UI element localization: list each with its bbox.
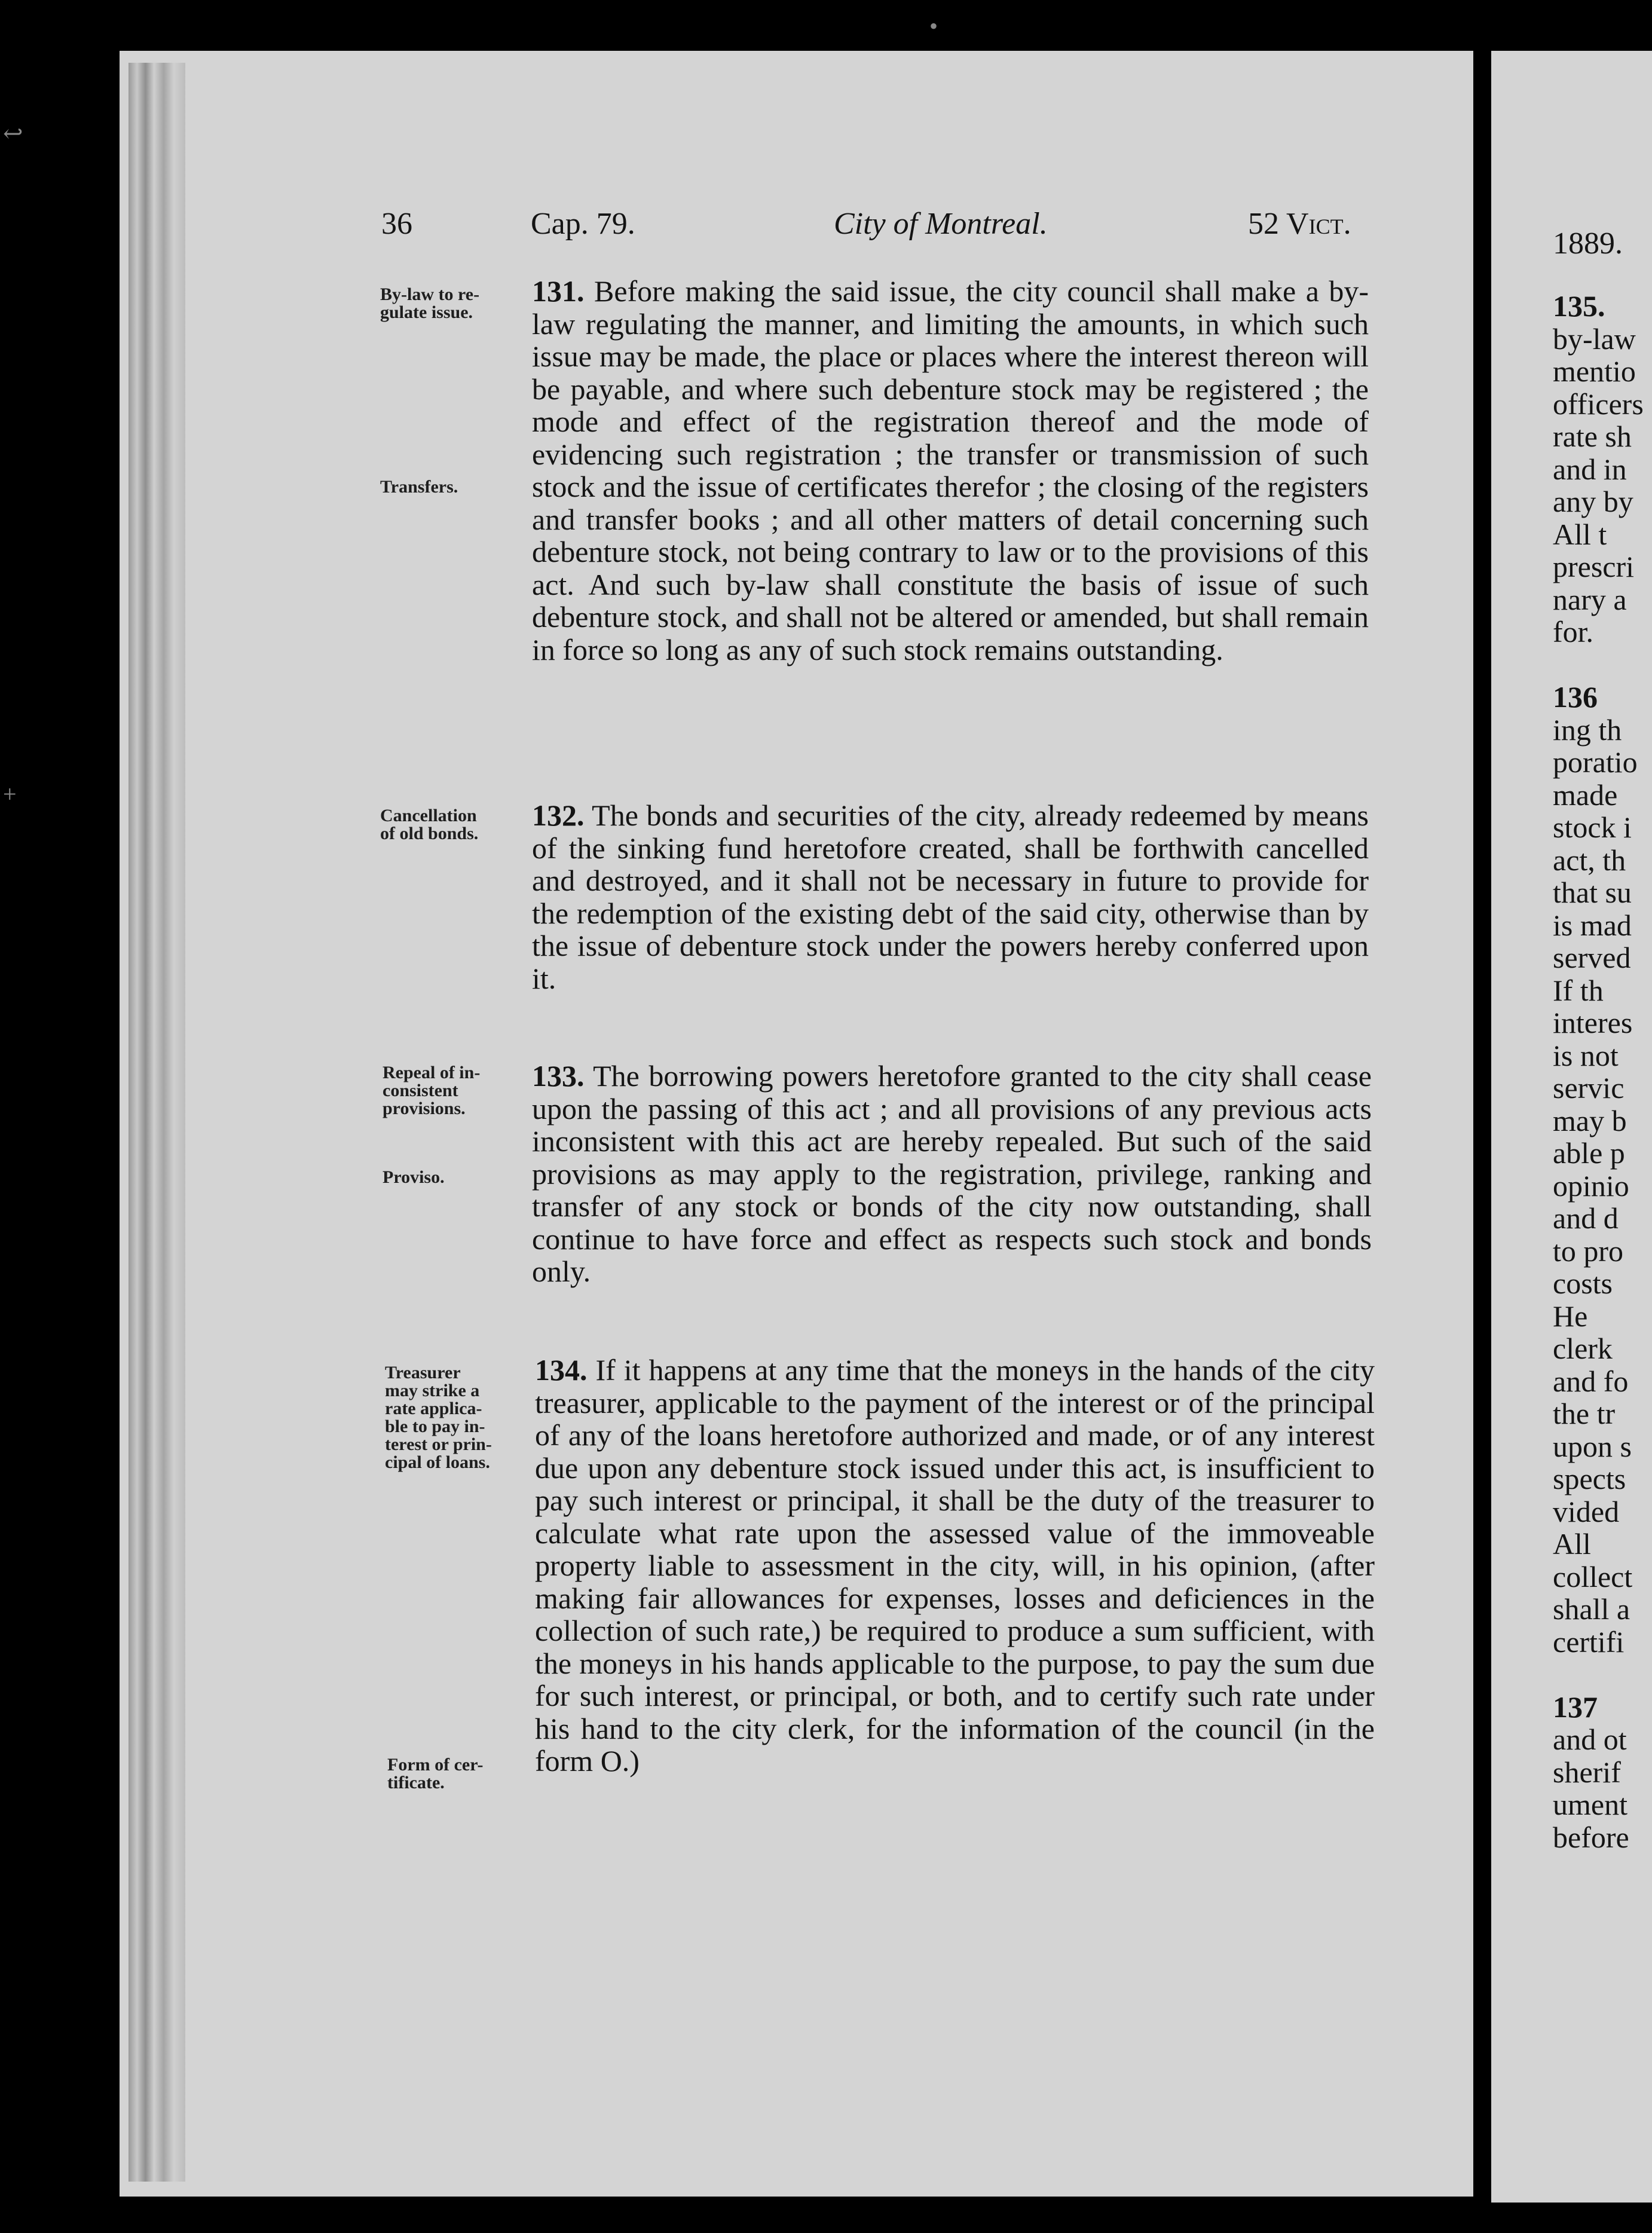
fragment-line: for. — [1553, 615, 1594, 649]
fragment-line: may b — [1553, 1103, 1627, 1137]
fragment-line: is mad — [1553, 908, 1632, 942]
fragment-line: ument — [1553, 1788, 1627, 1821]
fragment-line: costs — [1553, 1267, 1613, 1300]
fragment-line: If th — [1553, 973, 1604, 1007]
fragment-line: shall a — [1553, 1592, 1630, 1626]
fragment-line: and d — [1553, 1201, 1619, 1235]
fragment-line — [1553, 1658, 1644, 1691]
section-134-number: 134. — [535, 1353, 588, 1387]
fragment-line: interes — [1553, 1006, 1633, 1039]
scan-artifact-mark: + — [3, 781, 17, 807]
fragment-line: and fo — [1553, 1364, 1629, 1398]
fragment-line: 135. — [1553, 289, 1605, 323]
margin-note-bylaw: By-law to re- gulate issue. — [380, 285, 480, 322]
fragment-line: All — [1553, 1527, 1591, 1561]
fragment-line: that su — [1553, 876, 1632, 909]
section-133-number: 133. — [532, 1059, 585, 1093]
page-number: 36 — [381, 207, 412, 241]
chapter-label: Cap. 79. — [531, 207, 635, 241]
margin-note-treasurer: Treasurer may strike a rate applica- ble to pay in- terest or prin- cipal of loans. — [385, 1363, 492, 1472]
regnal-year: 52 Vict. — [1248, 207, 1351, 241]
fragment-line: 136 — [1553, 680, 1598, 714]
fragment-line: before — [1553, 1820, 1629, 1854]
fragment-line: upon s — [1553, 1429, 1632, 1463]
fragment-line: mentio — [1553, 354, 1636, 388]
fragment-line: served — [1553, 941, 1631, 974]
fragment-line: made — [1553, 778, 1618, 812]
margin-note-repeal: Repeal of in- consistent provisions. — [383, 1063, 481, 1118]
fragment-line: opinio — [1553, 1168, 1629, 1203]
fragment-line: sherif — [1553, 1755, 1621, 1789]
section-131 — [532, 275, 1369, 666]
page-title: City of Montreal. — [834, 207, 1048, 241]
section-131-number: 131. — [532, 274, 585, 308]
fragment-line: rate sh — [1553, 420, 1632, 453]
section-134-text: If it happens at any time that the moneys in the hands of the city treasurer, applicable to the payment of the interest or of the principal of any of the loans heretofore authorized and made, or of any interest due upon any debenture stock issued under this act, is insufficient to pay such interest or principal, it shall be the duty of the treasurer to calculate what rate upon the assessed value of the immoveable property liable to assessment in the city, will, in his opinion, (after making fair allowances for expenses, losses and deficiences in the collection of such rate,) be required to produce a sum sufficient, with the moneys in his hands applicable to the purpose, to pay the sum due for such interest, or principal, or both, and to certify such rate under his hand to the city clerk, for the information of the council (in the form O.) — [535, 1353, 1375, 1778]
fragment-line: the tr — [1553, 1397, 1616, 1430]
right-page-fragments — [1553, 290, 1644, 1853]
fragment-line: act, th — [1553, 843, 1626, 877]
fragment-line: servic — [1553, 1071, 1625, 1105]
margin-note-cancellation: Cancellation of old bonds. — [380, 806, 479, 843]
fragment-line: He — [1553, 1299, 1588, 1333]
fragment-line: is not — [1553, 1038, 1619, 1072]
fragment-line: 137 — [1553, 1690, 1598, 1724]
margin-note-proviso: Proviso. — [383, 1167, 445, 1187]
fragment-line: prescri — [1553, 550, 1635, 583]
fragment-line: by-law — [1553, 322, 1636, 356]
fragment-line: All t — [1553, 517, 1607, 551]
section-133-text: The borrowing powers heretofore granted to the city shall cease upon the passing of this act ; and all provisions of any previous acts inconsistent with this act are hereby repealed. But such of the said provisions as may apply to the registration, privilege, ranking and transfer of any stock or bonds of the city now outstanding, shall continue to have force and effect as respects such stock and bonds only. — [532, 1059, 1372, 1288]
section-134 — [535, 1354, 1375, 1778]
fragment-line: poratio — [1553, 745, 1638, 779]
fragment-line: spects — [1553, 1462, 1626, 1495]
fragment-line: vided — [1553, 1494, 1620, 1528]
fragment-line: certifi — [1553, 1625, 1625, 1659]
fragment-line: officers — [1553, 387, 1644, 421]
fragment-line: and in — [1553, 452, 1627, 486]
fragment-line: clerk — [1553, 1332, 1613, 1365]
section-132-number: 132. — [532, 799, 585, 832]
page-edge-shading — [129, 63, 185, 2182]
section-133 — [532, 1060, 1372, 1288]
fragment-line: and ot — [1553, 1723, 1627, 1756]
fragment-line: stock i — [1553, 810, 1632, 844]
fragment-line: able p — [1553, 1136, 1625, 1170]
right-page-header: 1889. — [1553, 227, 1623, 261]
fragment-line — [1553, 649, 1644, 681]
scan-artifact-mark: ↩ — [3, 120, 23, 147]
fragment-line: ing th — [1553, 712, 1622, 747]
margin-note-form: Form of cer- tificate. — [387, 1755, 484, 1792]
fragment-line: to pro — [1553, 1234, 1624, 1268]
section-131-text: Before making the said issue, the city council shall make a by-law regulating the manner, and limiting the amounts, in which such issue may be made, the place or places where the interest thereon will be payable, and where such debenture stock may be registered ; the mode and effect of the registration thereof and the mode of evidencing such registration ; the transfer or transmission of such stock and the issue of certificates therefor ; the closing of the registers and transfer books ; and all other matters of detail concerning such debenture stock, not being contrary to law or to the provisions of this act. And such by-law shall constitute the basis of issue of such debenture stock, and shall not be altered or amended, but shall remain in force so long as any of such stock remains outstanding. — [532, 274, 1369, 666]
fragment-line: collect — [1553, 1559, 1633, 1593]
section-132 — [532, 799, 1369, 995]
fragment-line: any by — [1553, 485, 1633, 518]
margin-note-transfers: Transfers. — [380, 477, 458, 497]
scan-artifact-dot: • — [929, 13, 938, 39]
fragment-line: nary a — [1553, 582, 1627, 616]
section-132-text: The bonds and securities of the city, already redeemed by means of the sinking fund heretofore created, shall be forthwith cancelled and destroyed, and it shall not be necessary in future to provide for the redemption of the existing debt of the said city, otherwise than by the issue of debenture stock under the powers hereby conferred upon it. — [532, 799, 1369, 995]
